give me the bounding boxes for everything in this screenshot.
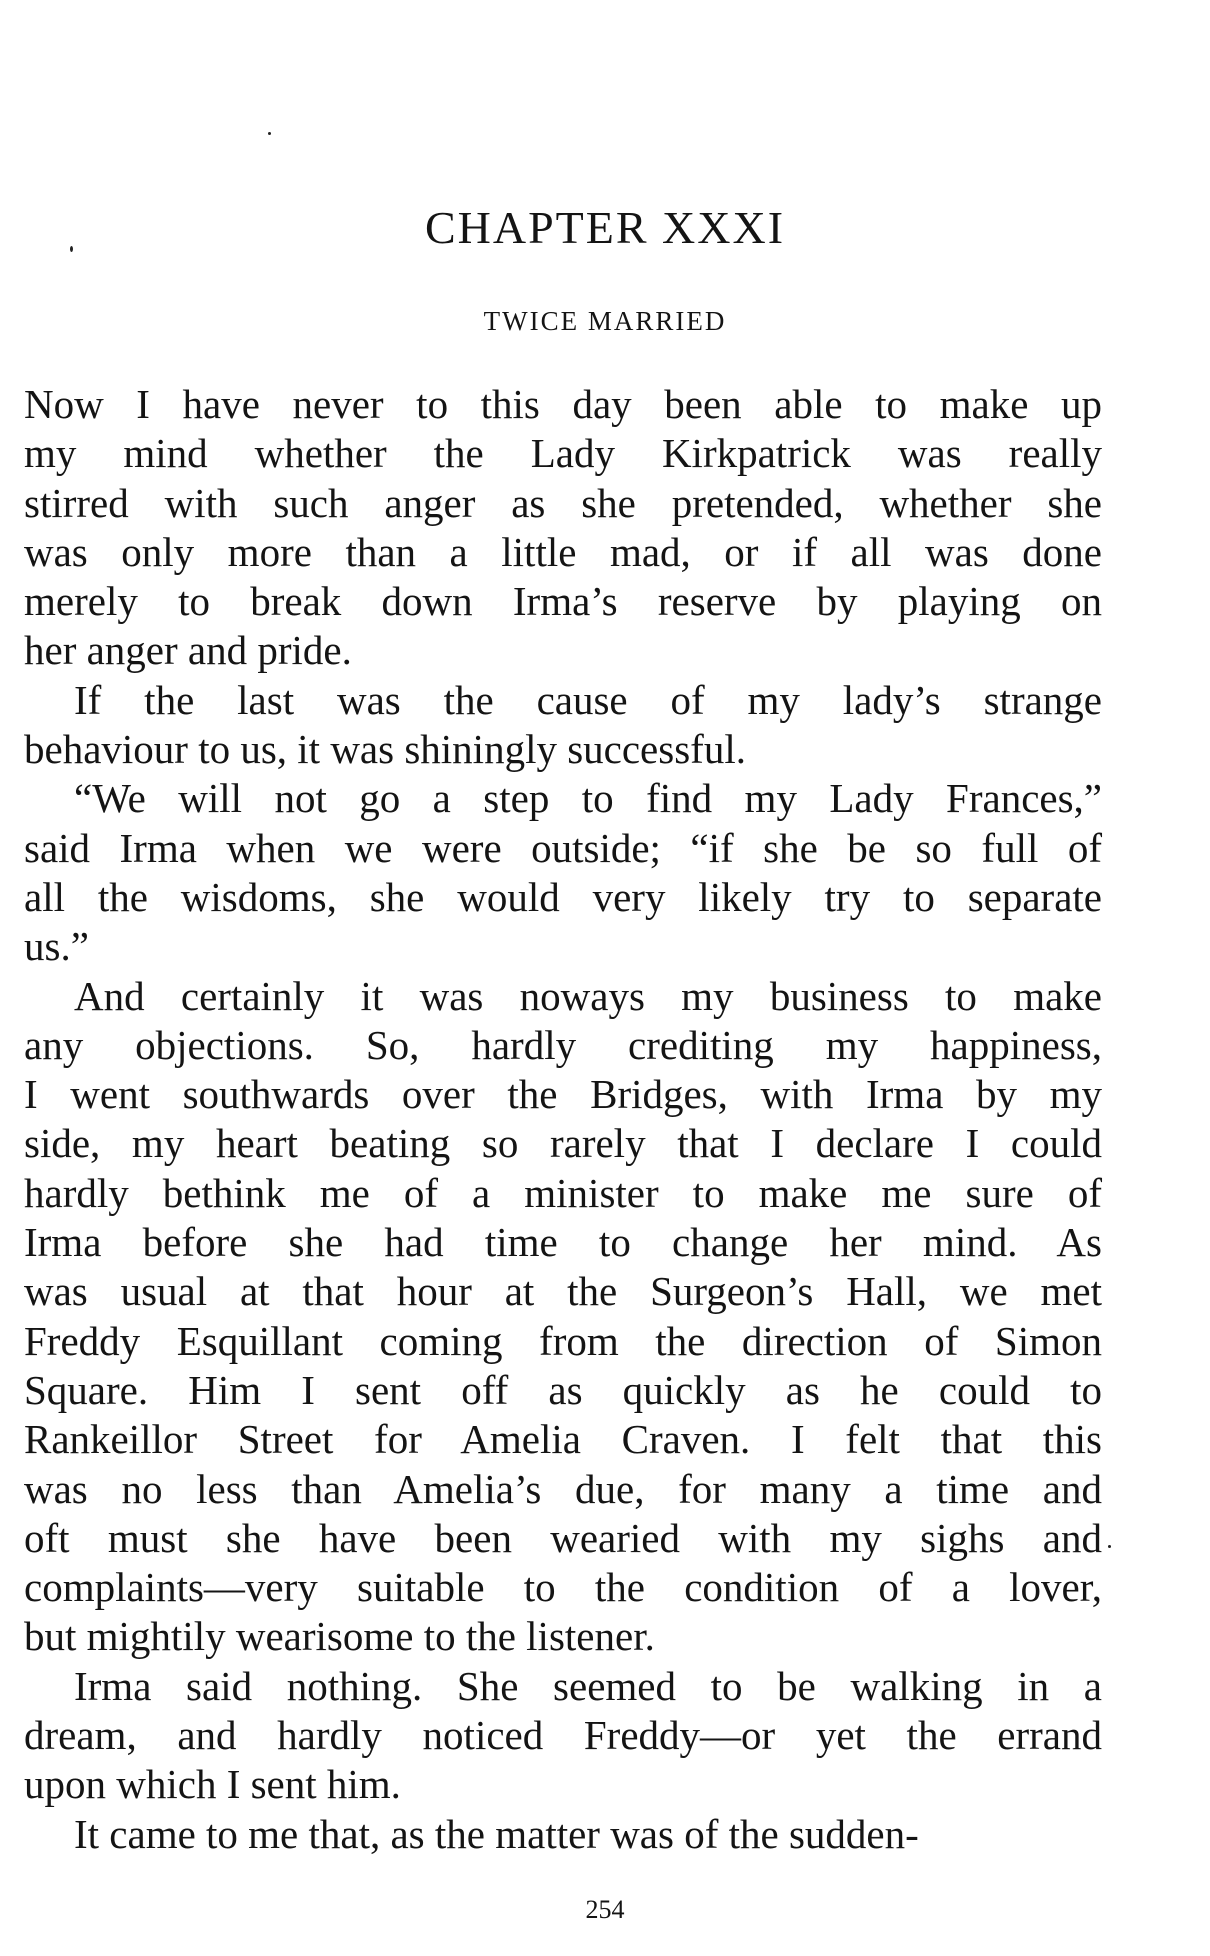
text-line: “We will not go a step to find my Lady Frances,” [74, 775, 1102, 822]
text-line: dream, and hardly noticed Freddy—or yet the errand [24, 1712, 1102, 1759]
paragraph [24, 972, 1102, 1662]
paragraph [24, 1662, 1102, 1810]
paragraph [24, 380, 1102, 676]
text-line: Irma said nothing. She seemed to be walking in a [74, 1662, 1102, 1709]
paragraph [24, 1810, 1102, 1859]
chapter-subtitle: TWICE MARRIED [483, 306, 727, 336]
text-line: behaviour to us, it was shiningly successful. [24, 726, 746, 773]
text-line: Square. Him I sent off as quickly as he could to [24, 1366, 1102, 1413]
text-line: was usual at that hour at the Surgeon’s Hall, we met [24, 1268, 1102, 1315]
text-line: side, my heart beating so rarely that I declare I could [24, 1120, 1102, 1167]
text-line: Irma before she had time to change her mind. As [24, 1219, 1102, 1266]
chapter-body [24, 380, 1102, 1859]
text-line: said Irma when we were outside; “if she be so full of [24, 824, 1102, 871]
text-line: any objections. So, hardly crediting my happiness, [24, 1021, 1102, 1068]
text-line: upon which I sent him. [24, 1761, 401, 1808]
text-line: was no less than Amelia’s due, for many a time and [24, 1465, 1102, 1512]
page-number: 254 [585, 1895, 625, 1924]
text-line: my mind whether the Lady Kirkpatrick was really [24, 430, 1102, 477]
text-line: It came to me that, as the matter was of the sudden- [74, 1810, 919, 1857]
text-line: stirred with such anger as she pretended, whether she [24, 479, 1102, 526]
text-line: oft must she have been wearied with my sighs and [24, 1514, 1102, 1561]
paragraph [24, 676, 1102, 775]
text-line: Rankeillor Street for Amelia Craven. I felt that this [24, 1416, 1102, 1463]
text-line: was only more than a little mad, or if all was done [24, 528, 1102, 575]
text-line: I went southwards over the Bridges, with Irma by my [24, 1071, 1102, 1118]
ink-speck [1108, 1545, 1111, 1548]
text-line: us.” [24, 923, 89, 970]
text-line: all the wisdoms, she would very likely try to separate [24, 873, 1102, 920]
text-line: And certainly it was noways my business to make [74, 972, 1102, 1019]
paragraph [24, 774, 1102, 971]
text-line: hardly bethink me of a minister to make me sure of [24, 1169, 1102, 1216]
chapter-title: CHAPTER XXXI [424, 202, 786, 253]
text-line: complaints—very suitable to the condition of a lover, [24, 1564, 1102, 1611]
text-line: but mightily wearisome to the listener. [24, 1613, 655, 1660]
text-line: If the last was the cause of my lady’s strange [74, 676, 1102, 723]
text-line: merely to break down Irma’s reserve by playing on [24, 578, 1102, 625]
text-line: Freddy Esquillant coming from the direction of Simon [24, 1317, 1102, 1364]
text-line: Now I have never to this day been able to make up [24, 381, 1102, 427]
ink-speck [268, 132, 271, 135]
text-line: her anger and pride. [24, 627, 352, 674]
